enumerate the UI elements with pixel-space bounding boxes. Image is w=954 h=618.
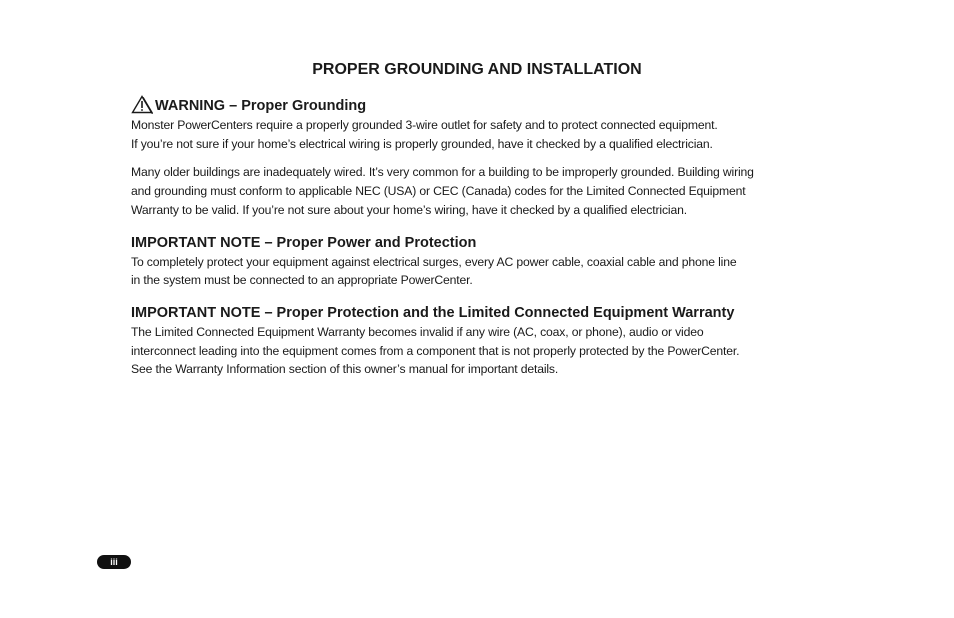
text-line: See the Warranty Information section of this owner’s manual for important details. — [131, 362, 559, 377]
text-line: and grounding must conform to applicable NEC (USA) or CEC (Canada) codes for the Limited Connected Equipment — [131, 184, 746, 199]
warning-section — [131, 96, 831, 220]
document-body — [131, 96, 831, 379]
text-line: To completely protect your equipment against electrical surges, every AC power cable, coaxial cable and phone line — [131, 254, 737, 269]
warranty-section — [131, 303, 831, 379]
text-line: Warranty to be valid. If you’re not sure about your home’s wiring, have it checked by a qualified electrician. — [131, 202, 687, 217]
warranty-paragraph — [131, 323, 831, 379]
warning-paragraph-2 — [131, 163, 831, 219]
text-line: If you’re not sure if your home’s electrical wiring is properly grounded, have it checked by a qualified electrician. — [131, 136, 713, 151]
text-line: interconnect leading into the equipment comes from a component that is not properly protected by the PowerCenter. — [131, 343, 740, 358]
text-line: Monster PowerCenters require a properly grounded 3-wire outlet for safety and to protect connected equipment. — [131, 118, 718, 132]
power-protection-heading: IMPORTANT NOTE – Proper Power and Protection — [131, 234, 477, 251]
page-number-badge: iii — [97, 555, 131, 569]
text-line: The Limited Connected Equipment Warranty becomes invalid if any wire (AC, coax, or phone), audio or video — [131, 324, 704, 339]
power-protection-paragraph — [131, 253, 831, 290]
warranty-heading: IMPORTANT NOTE – Proper Protection and the Limited Connected Equipment Warranty — [131, 304, 735, 321]
warning-triangle-icon — [131, 95, 153, 114]
warning-heading-row — [131, 96, 831, 116]
power-protection-section — [131, 233, 831, 290]
text-line: Many older buildings are inadequately wired. It’s very common for a building to be improperly grounded. Building wiring — [131, 165, 754, 180]
warning-paragraph-1 — [131, 116, 831, 153]
page-title: PROPER GROUNDING AND INSTALLATION — [312, 61, 642, 78]
warning-heading: WARNING – Proper Grounding — [155, 98, 367, 114]
text-line: in the system must be connected to an appropriate PowerCenter. — [131, 273, 473, 288]
